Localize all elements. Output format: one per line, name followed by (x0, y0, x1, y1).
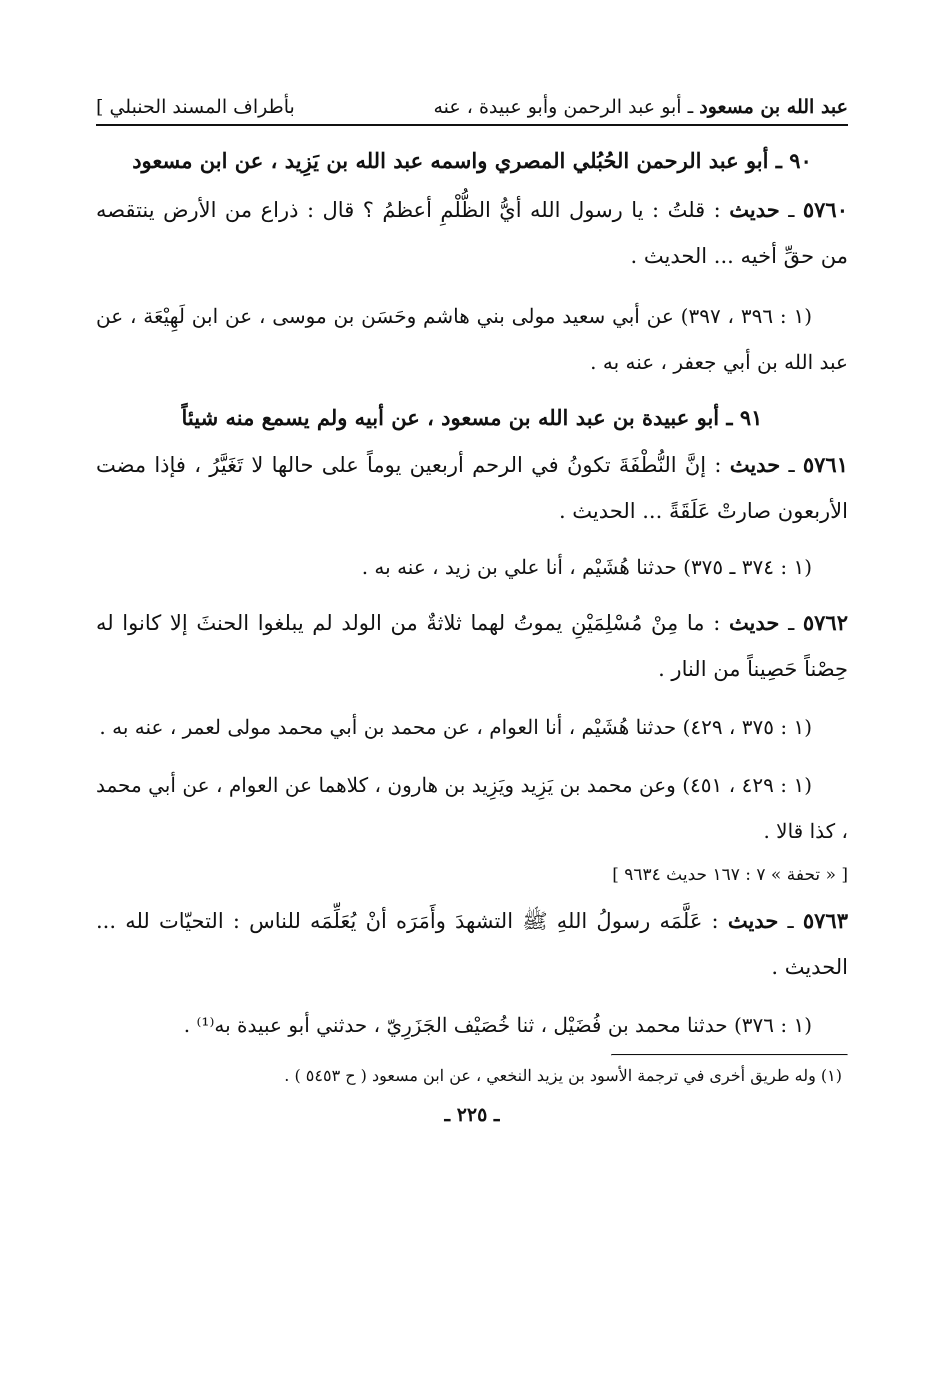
section-title: ٩٠ ـ أبو عبد الرحمن الحُبُلي المصري واسمه عبد الله بن يَزِيد ، عن ابن مسعود (132, 148, 812, 173)
hadith-text: : ما مِنْ مُسْلِمَيْنِ يموتُ لهما ثلاثةٌ من الولد لم يبلغوا الحنثَ إلا كانوا له حِصْناً حَصِيناً من النار . (96, 611, 848, 681)
hadith-source: (١ : ٤٢٩ ، ٤٥١) وعن محمد بن يَزِيد ويَزِيد بن هارون ، كلاهما عن العوام ، عن أبي محمد ، كذا قالا . (96, 773, 848, 843)
hadith-number: ٥٧٦١ (802, 452, 848, 477)
header-section-rest: ـ أبو عبد الرحمن وأبو عبيدة ، عنه (433, 96, 694, 118)
hadith-text: : إنَّ النُّطْفَةَ تكونُ في الرحم أربعين يوماً على حالها لا تَغَيَّرُ ، فإذا مضت الأربعون صارتْ عَلَقَةً ... الحديث . (96, 453, 848, 523)
hadith-keyword: حديث (729, 452, 781, 477)
hadith-keyword: حديث (727, 908, 779, 933)
hadith-source: (١ : ٣٧٥ ، ٤٢٩) حدثنا هُشَيْم ، أنا العوام ، عن محمد بن أبي محمد مولى لعمر ، عنه به . (99, 715, 812, 739)
hadith-source: (١ : ٣٧٦) حدثنا محمد بن فُضَيْل ، ثنا خُصَيْف الجَزَرِيّ ، حدثني أبو عبيدة به⁽¹⁾ . (183, 1013, 812, 1037)
hadith-number: ٥٧٦٢ (802, 610, 848, 635)
hadith-text: : قلتُ : يا رسول الله أيُّ الظُّلْمِ أعظمُ ؟ قال : ذراع من الأرض ينتقصه من حقِّ أخيه ... الحديث . (96, 198, 848, 268)
hadith-entry: ٥٧٦٣ ـ حديث : عَلَّمَه رسولُ اللهِ ﷺ التشهدَ وأَمَرَه أنْ يُعَلِّمَه للناس : التحيّات لله ... الحديث . (96, 908, 848, 979)
hadith-source: (١ : ٣٩٦ ، ٣٩٧) عن أبي سعيد مولى بني هاشم وحَسَن بن موسى ، عن ابن لَهِيْعَة ، عن عبد الله بن أبي جعفر ، عنه به . (96, 304, 848, 374)
header-section-bold: عبد الله بن مسعود (699, 96, 848, 118)
hadith-entry: ٥٧٦١ ـ حديث : إنَّ النُّطْفَةَ تكونُ في الرحم أربعين يوماً على حالها لا تَغَيَّرُ ، فإذا مضت الأربعون صارتْ عَلَقَةً ... الحديث . (96, 452, 848, 523)
hadith-text: : عَلَّمَه رسولُ اللهِ ﷺ التشهدَ وأَمَرَه أنْ يُعَلِّمَه للناس : التحيّات لله ... الحديث . (96, 909, 848, 979)
header-book-title: بأطراف المسند الحنبلي ] (96, 96, 295, 118)
hadith-source: (١ : ٣٧٤ ـ ٣٧٥) حدثنا هُشَيْم ، أنا علي بن زيد ، عنه به . (361, 555, 812, 579)
hadith-number: ٥٧٦٣ (802, 908, 848, 933)
hadith-number: ٥٧٦٠ (802, 197, 848, 222)
footnote: (١) وله طريق أخرى في ترجمة الأسود بن يزيد النخعي ، عن ابن مسعود ( ح ٥٤٥٣ ) . (284, 1066, 842, 1085)
running-header (96, 96, 848, 126)
tuhfa-reference: [ « تحفة » ٧ : ١٦٧ حديث ٩٦٣٤ ] (612, 865, 848, 885)
footnote-rule (611, 1054, 848, 1056)
hadith-entry: ٥٧٦٢ ـ حديث : ما مِنْ مُسْلِمَيْنِ يموتُ لهما ثلاثةٌ من الولد لم يبلغوا الحنثَ إلا كانوا له حِصْناً حَصِيناً من النار . (96, 610, 848, 681)
section-title: ٩١ ـ أبو عبيدة بن عبد الله بن مسعود ، عن أبيه ولم يسمع منه شيئاً (181, 405, 763, 430)
hadith-entry: ٥٧٦٠ ـ حديث : قلتُ : يا رسول الله أيُّ الظُّلْمِ أعظمُ ؟ قال : ذراع من الأرض ينتقصه من حقِّ أخيه ... الحديث . (96, 197, 848, 268)
header-section (433, 96, 848, 118)
page-number: ـ ٢٢٥ ـ (444, 1104, 500, 1126)
page (96, 96, 848, 1126)
hadith-keyword: حديث (728, 610, 780, 635)
hadith-keyword: حديث (729, 197, 780, 222)
